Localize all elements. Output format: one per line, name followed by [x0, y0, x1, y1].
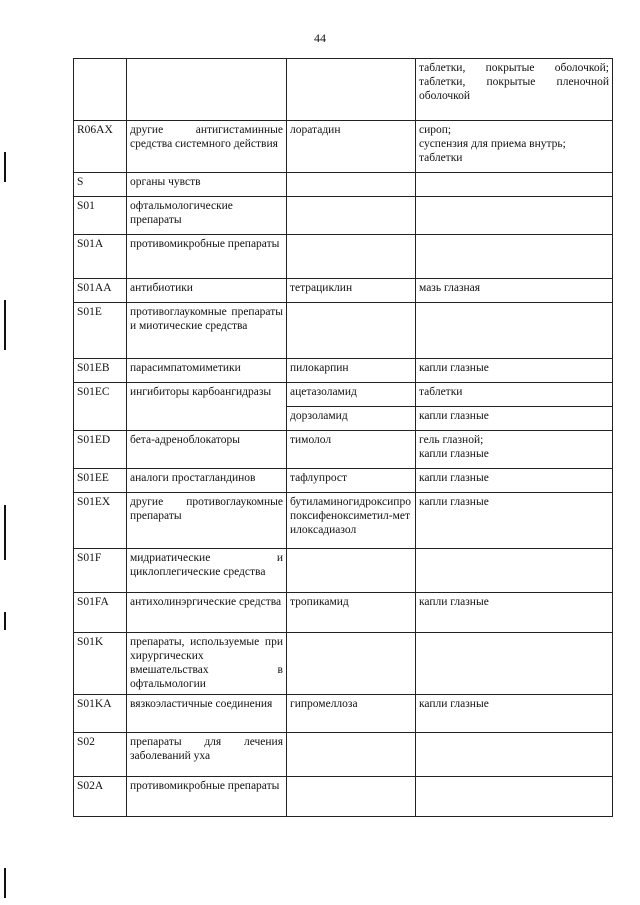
group-cell: антибиотики — [127, 279, 287, 303]
table-row — [74, 303, 613, 359]
table-row — [74, 633, 613, 695]
inn-cell — [287, 303, 416, 359]
dosage-form-cell: капли глазные — [416, 695, 613, 733]
scan-edge-mark — [4, 505, 6, 560]
table-row — [74, 549, 613, 593]
inn-cell: тимолол — [287, 431, 416, 469]
dosage-form-cell: таблетки, покрытые оболочкой; таблетки, покрытые пленочной оболочкой — [416, 59, 613, 121]
dosage-form-cell: капли глазные — [416, 593, 613, 633]
atc-code-cell: S02 — [74, 733, 127, 777]
scan-edge-mark — [4, 868, 6, 898]
inn-cell — [287, 777, 416, 817]
dosage-form-cell: капли глазные — [416, 359, 613, 383]
dosage-form-cell — [416, 235, 613, 279]
dosage-form-cell: капли глазные — [416, 493, 613, 549]
group-cell: другие противоглаукомные препараты — [127, 493, 287, 549]
dosage-form-cell — [416, 633, 613, 695]
table-row — [74, 279, 613, 303]
dosage-form-cell — [416, 777, 613, 817]
scan-edge-mark — [4, 612, 6, 630]
page-number: 44 — [314, 31, 326, 45]
table-row — [74, 493, 613, 549]
table-row — [74, 593, 613, 633]
inn-cell — [287, 59, 416, 121]
group-cell: антихолинэргические средства — [127, 593, 287, 633]
dosage-form-cell: капли глазные — [416, 469, 613, 493]
drug-classification-table — [73, 58, 613, 817]
group-cell: бета-адреноблокаторы — [127, 431, 287, 469]
table-row — [74, 431, 613, 469]
atc-code-cell — [74, 59, 127, 121]
atc-code-cell: S01FA — [74, 593, 127, 633]
inn-cell — [287, 549, 416, 593]
group-cell: противомикробные препараты — [127, 235, 287, 279]
group-cell: ингибиторы карбоангидразы — [127, 383, 287, 431]
inn-cell: тетрациклин — [287, 279, 416, 303]
dosage-form-cell: гель глазной; капли глазные — [416, 431, 613, 469]
group-cell: аналоги простагландинов — [127, 469, 287, 493]
inn-cell: гипромеллоза — [287, 695, 416, 733]
table-row — [74, 173, 613, 197]
inn-cell: дорзоламид — [287, 407, 416, 431]
inn-cell: ацетазоламид — [287, 383, 416, 407]
group-cell: офтальмологические препараты — [127, 197, 287, 235]
group-cell: вязкоэластичные соединения — [127, 695, 287, 733]
inn-cell — [287, 235, 416, 279]
table-row — [74, 733, 613, 777]
table-row — [74, 59, 613, 121]
group-cell: противомикробные препараты — [127, 777, 287, 817]
atc-code-cell: S — [74, 173, 127, 197]
group-cell: мидриатические и циклоплегические средства — [127, 549, 287, 593]
atc-code-cell: S01 — [74, 197, 127, 235]
dosage-form-cell: сироп; суспензия для приема внутрь; таблетки — [416, 121, 613, 173]
dosage-form-cell — [416, 303, 613, 359]
inn-cell: пилокарпин — [287, 359, 416, 383]
scan-edge-mark — [4, 300, 6, 350]
atc-code-cell: R06AX — [74, 121, 127, 173]
atc-code-cell: S01K — [74, 633, 127, 695]
table-row — [74, 383, 613, 407]
table-row — [74, 777, 613, 817]
dosage-form-cell — [416, 173, 613, 197]
dosage-form-cell — [416, 733, 613, 777]
atc-code-cell: S01EX — [74, 493, 127, 549]
atc-code-cell: S01F — [74, 549, 127, 593]
group-cell: препараты для лечения заболеваний уха — [127, 733, 287, 777]
table-row — [74, 197, 613, 235]
group-cell — [127, 59, 287, 121]
table-row — [74, 695, 613, 733]
dosage-form-cell: мазь глазная — [416, 279, 613, 303]
inn-cell — [287, 733, 416, 777]
group-cell: парасимпатомиметики — [127, 359, 287, 383]
table-row — [74, 359, 613, 383]
inn-cell: тафлупрост — [287, 469, 416, 493]
atc-code-cell: S01EB — [74, 359, 127, 383]
inn-cell — [287, 633, 416, 695]
inn-cell — [287, 173, 416, 197]
dosage-form-cell — [416, 197, 613, 235]
group-cell: органы чувств — [127, 173, 287, 197]
inn-cell: лоратадин — [287, 121, 416, 173]
atc-code-cell: S01EE — [74, 469, 127, 493]
atc-code-cell: S02A — [74, 777, 127, 817]
table-row — [74, 121, 613, 173]
atc-code-cell: S01ED — [74, 431, 127, 469]
table-row — [74, 469, 613, 493]
scan-edge-mark — [4, 152, 6, 182]
atc-code-cell: S01E — [74, 303, 127, 359]
inn-cell — [287, 197, 416, 235]
atc-code-cell: S01A — [74, 235, 127, 279]
group-cell: препараты, используемые при хирургических вмешательствах в офтальмологии — [127, 633, 287, 695]
atc-code-cell: S01EC — [74, 383, 127, 431]
inn-cell: бутиламиногидроксипропоксифеноксиметил-метилоксадиазол — [287, 493, 416, 549]
table-row — [74, 235, 613, 279]
dosage-form-cell: капли глазные — [416, 407, 613, 431]
dosage-form-cell: таблетки — [416, 383, 613, 407]
group-cell: другие антигистаминные средства системного действия — [127, 121, 287, 173]
group-cell: противоглаукомные препараты и миотические средства — [127, 303, 287, 359]
dosage-form-cell — [416, 549, 613, 593]
inn-cell: тропикамид — [287, 593, 416, 633]
atc-code-cell: S01KA — [74, 695, 127, 733]
atc-code-cell: S01AA — [74, 279, 127, 303]
